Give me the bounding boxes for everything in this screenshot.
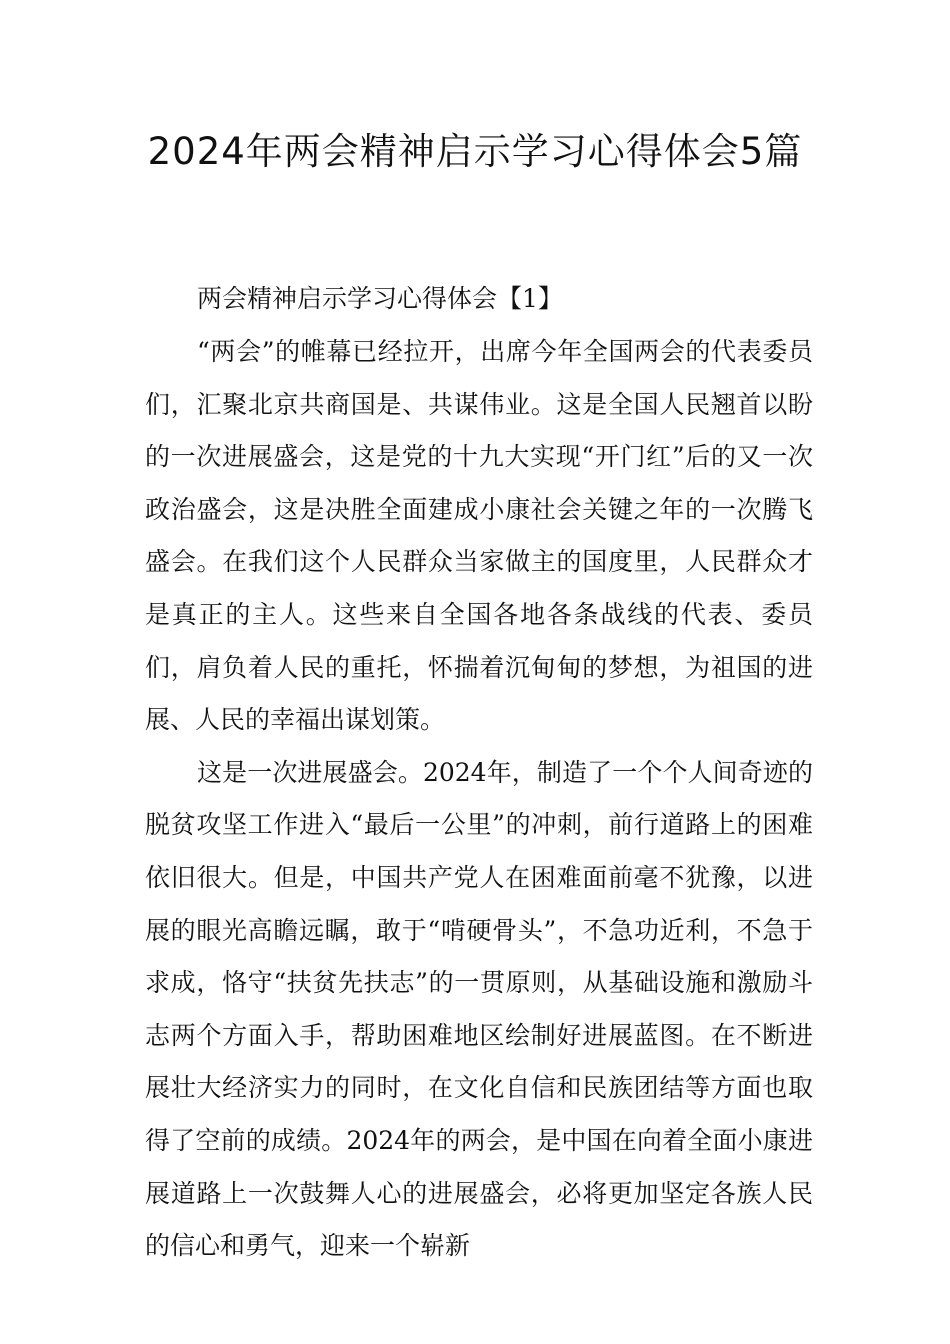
document-body	[145, 272, 813, 1273]
section-heading: 两会精神启示学习心得体会【1】	[197, 284, 563, 313]
paragraph-2: 这是一次进展盛会。2024年，制造了一个个人间奇迹的脱贫攻坚工作进入“最后一公里”的冲刺，前行道路上的困难依旧很大。但是，中国共产党人在困难面前毫不犹豫，以进展的眼光高瞻远瞩，敢于“啃硬骨头”，不急功近利，不急于求成，恪守“扶贫先扶志”的一贯原则，从基础设施和激励斗志两个方面入手，帮助困难地区绘制好进展蓝图。在不断进展壮大经济实力的同时，在文化自信和民族团结等方面也取得了空前的成绩。2024年的两会，是中国在向着全面小康进展道路上一次鼓舞人心的进展盛会，必将更加坚定各族人民的信心和勇气，迎来一个崭新	[145, 757, 813, 1261]
document-title: 2024年两会精神启示学习心得体会5篇	[147, 130, 803, 173]
paragraph-1: “两会”的帷幕已经拉开，出席今年全国两会的代表委员们，汇聚北京共商国是、共谋伟业。这是全国人民翘首以盼的一次进展盛会，这是党的十九大实现“开门红”后的又一次政治盛会，这是决胜全面建成小康社会关键之年的一次腾飞盛会。在我们这个人民群众当家做主的国度里，人民群众才是真正的主人。这些来自全国各地各条战线的代表、委员们，肩负着人民的重托，怀揣着沉甸甸的梦想，为祖国的进展、人民的幸福出谋划策。	[145, 337, 813, 735]
